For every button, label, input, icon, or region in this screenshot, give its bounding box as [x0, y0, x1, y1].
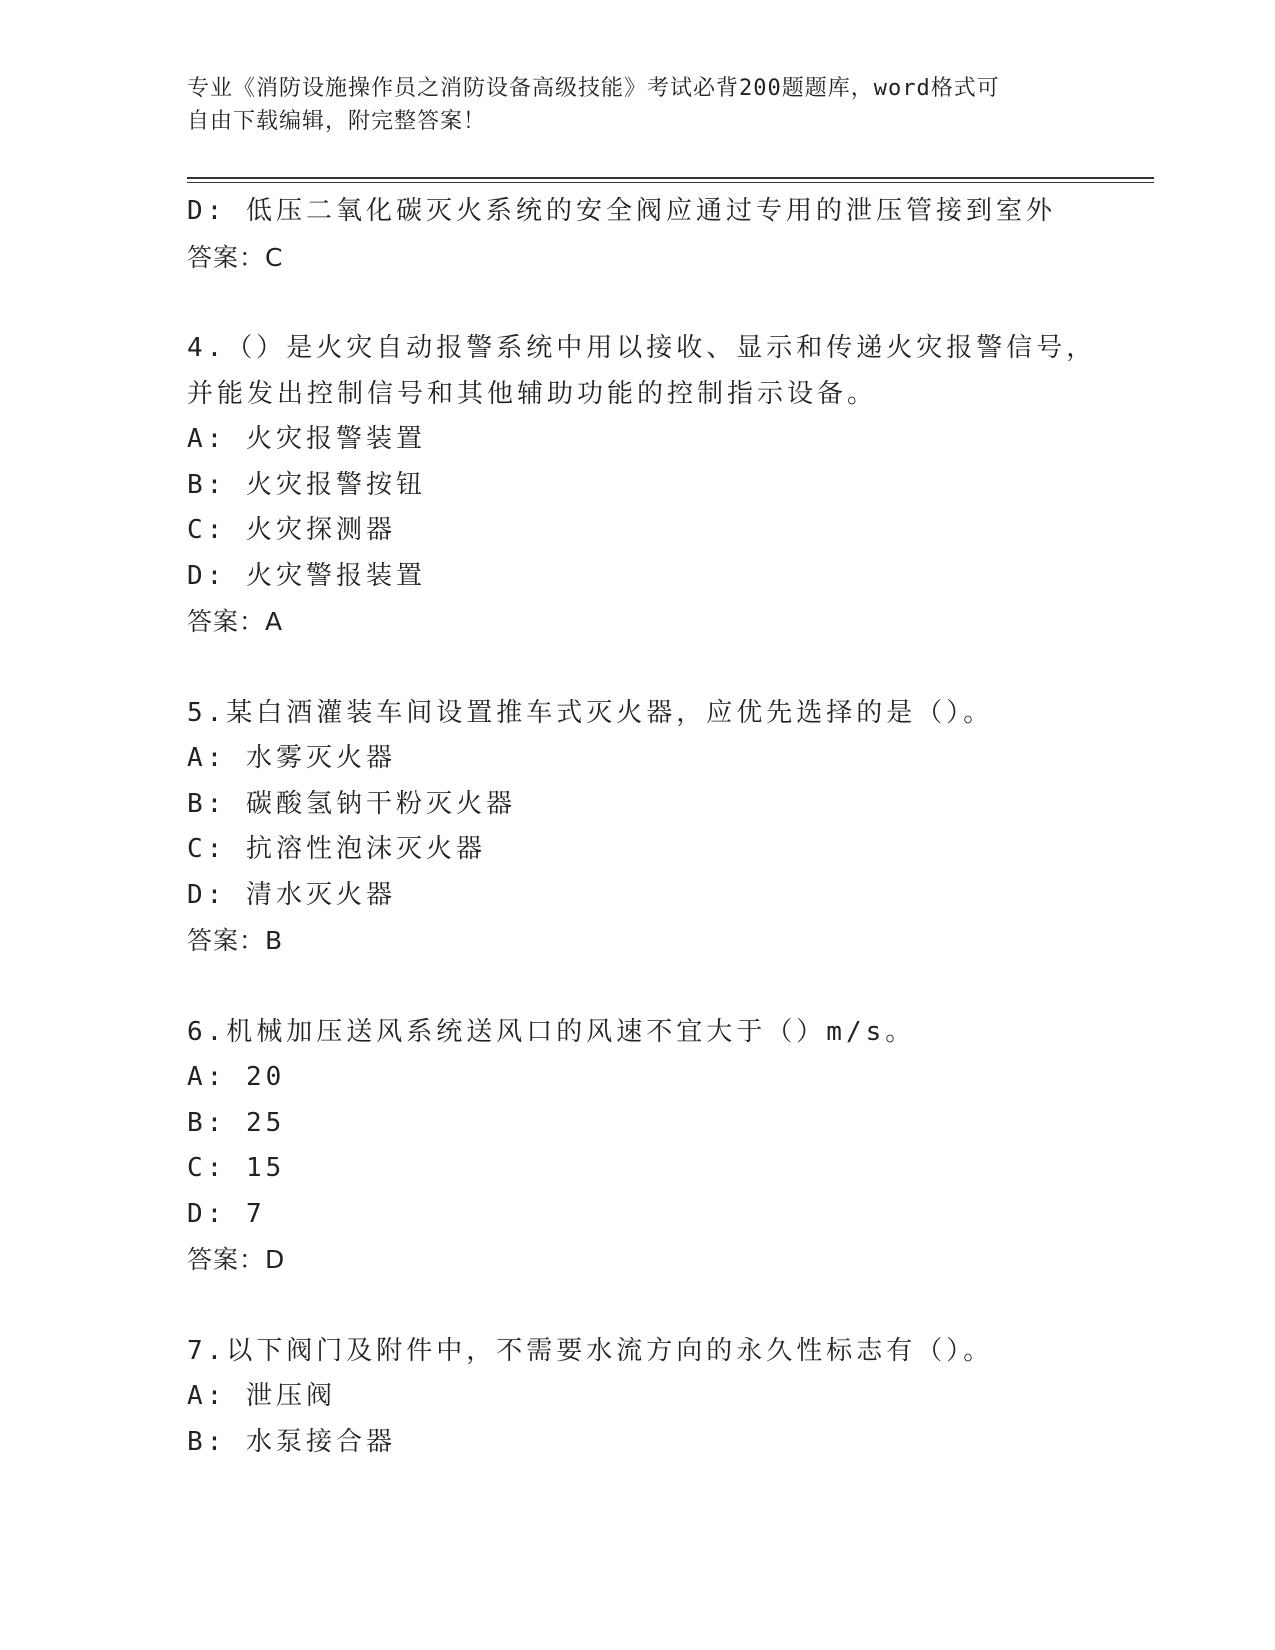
option-c: C: 15: [187, 1153, 286, 1183]
question-4: [187, 326, 1097, 645]
question-list: [187, 189, 1097, 1465]
question-stem: 4.（）是火灾自动报警系统中用以接收、显示和传递火灾报警信号，: [187, 333, 1097, 363]
option-d: D: 清水灭火器: [187, 879, 396, 910]
question-6: [187, 1010, 1087, 1283]
question-5: [187, 691, 1087, 964]
spacer: [187, 1283, 1087, 1329]
answer: 答案：B: [187, 926, 284, 955]
document-header: [187, 72, 1067, 138]
answer: 答案：A: [187, 607, 284, 636]
carry-over-answer: 答案：C: [187, 242, 284, 272]
option-d: D: 火灾警报装置: [187, 560, 426, 591]
header-line-2: 自由下载编辑，附完整答案！: [187, 109, 487, 134]
header-divider-thin: [187, 182, 1154, 183]
question-stem: 5.某白酒灌装车间设置推车式灭火器，应优先选择的是（）。: [187, 697, 994, 728]
option-c: C: 抗溶性泡沫灭火器: [187, 834, 486, 864]
header-line-1: 专业《消防设施操作员之消防设备高级技能》考试必背200题题库，word格式可: [187, 76, 1000, 101]
question-stem: 6.机械加压送风系统送风口的风速不宜大于（）m/s。: [187, 1016, 916, 1047]
option-b: B: 火灾报警按钮: [187, 469, 426, 500]
spacer: [187, 645, 1087, 691]
question-stem: 并能发出控制信号和其他辅助功能的控制指示设备。: [187, 378, 878, 409]
option-c: C: 火灾探测器: [187, 515, 396, 545]
option-b: B: 25: [187, 1107, 286, 1138]
question-stem: 7.以下阀门及附件中，不需要水流方向的永久性标志有（）。: [187, 1335, 994, 1366]
option-d: D: 7: [187, 1198, 266, 1229]
option-a: A: 20: [187, 1062, 286, 1092]
spacer: [187, 280, 1087, 326]
option-b: B: 水泵接合器: [187, 1426, 396, 1457]
option-b: B: 碳酸氢钠干粉灭火器: [187, 788, 516, 819]
answer: 答案：D: [187, 1245, 286, 1274]
question-7: [187, 1329, 1087, 1466]
spacer: [187, 964, 1087, 1010]
header-divider-thick: [187, 177, 1154, 179]
option-a: A: 泄压阀: [187, 1381, 336, 1411]
carry-over-option-d: D: 低压二氧化碳灭火系统的安全阀应通过专用的泄压管接到室外: [187, 196, 1056, 226]
option-a: A: 水雾灭火器: [187, 743, 396, 773]
option-a: A: 火灾报警装置: [187, 424, 426, 454]
